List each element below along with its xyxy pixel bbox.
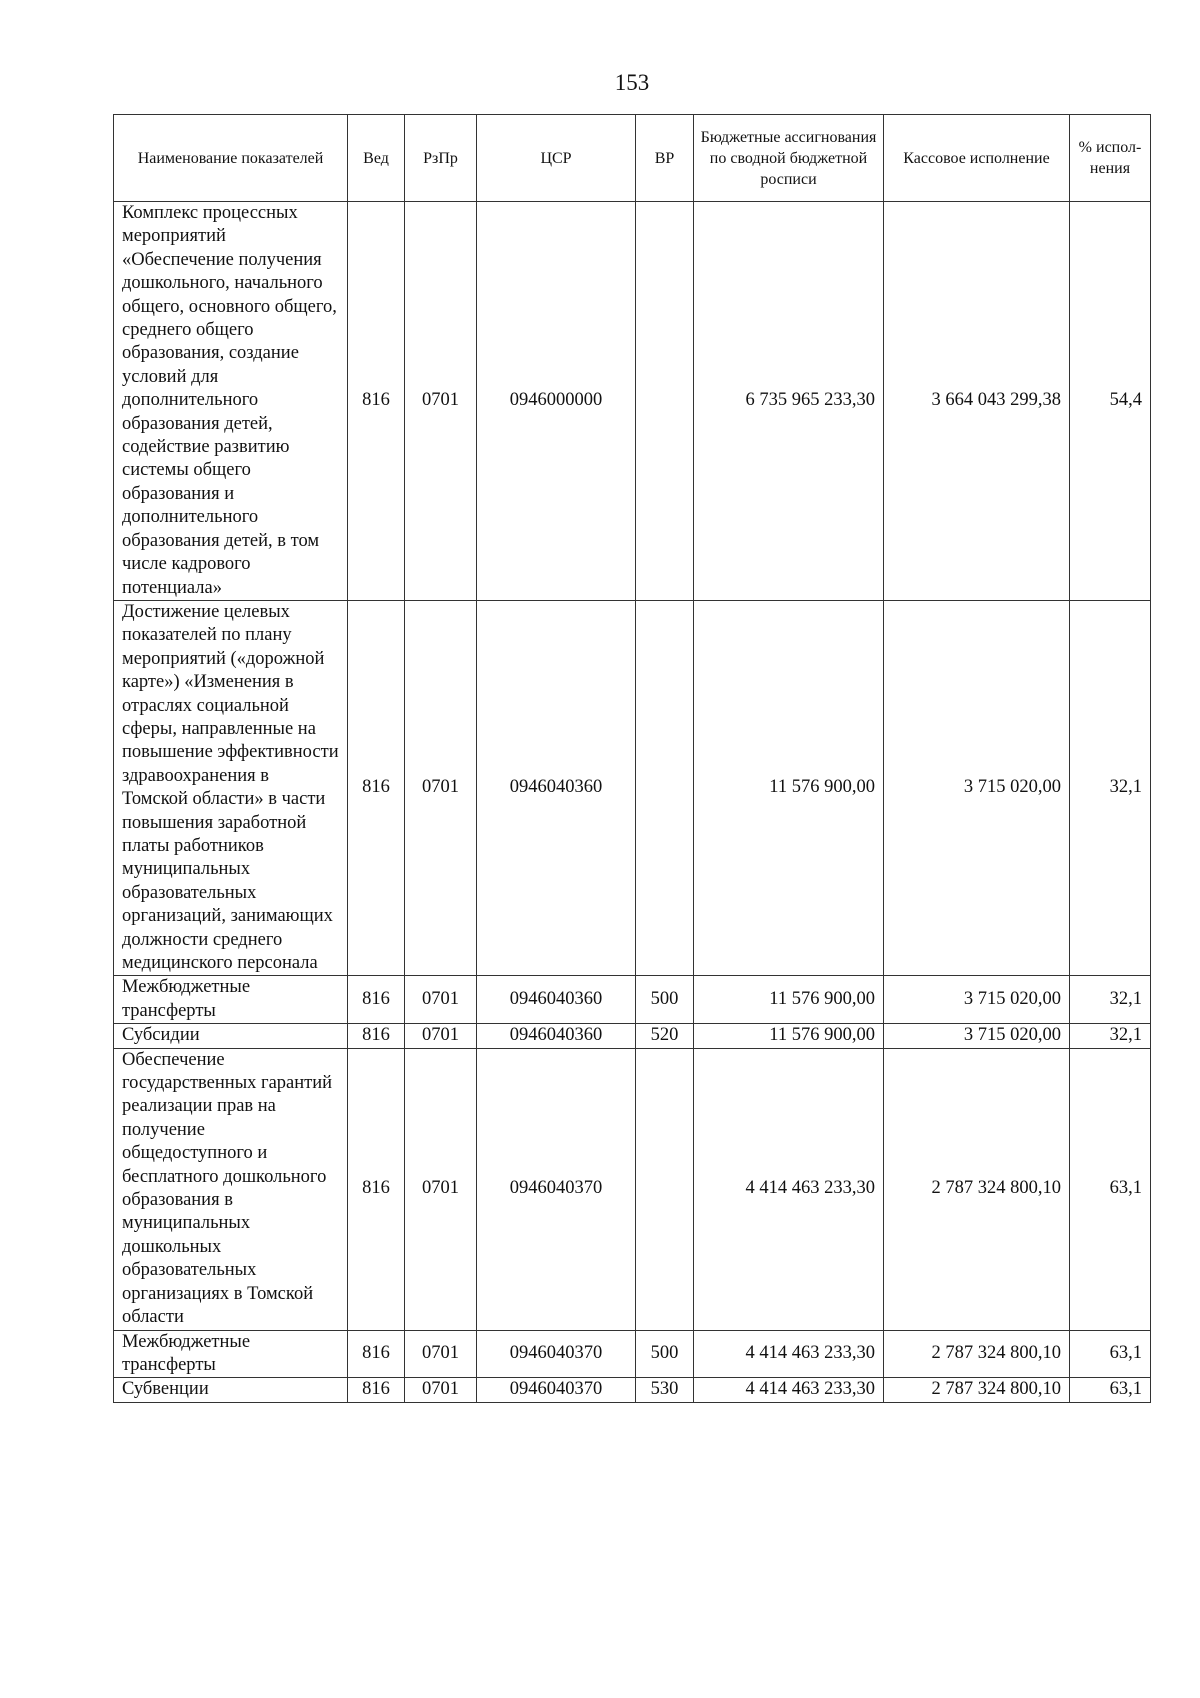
header-name: Наименование показателей bbox=[114, 115, 348, 202]
row-csr: 0946040360 bbox=[477, 976, 636, 1024]
table-row bbox=[114, 976, 1151, 1024]
row-budget: 11 576 900,00 bbox=[694, 1024, 884, 1048]
row-name: Субсидии bbox=[114, 1024, 348, 1048]
row-cash: 2 787 324 800,10 bbox=[884, 1330, 1070, 1378]
row-cash: 3 715 020,00 bbox=[884, 1024, 1070, 1048]
row-budget: 4 414 463 233,30 bbox=[694, 1330, 884, 1378]
table-row bbox=[114, 1048, 1151, 1330]
row-csr: 0946040370 bbox=[477, 1378, 636, 1402]
row-vr bbox=[636, 1048, 694, 1330]
row-name: Достижение целевых показателей по плану мероприятий («дорожной карте») «Изменения в отраслях социальной сферы, направленные на повышение эффективности здравоохранения в Томской области» в части повышения заработной платы работников муниципальных образовательных организаций, занимающих должности среднего медицинского персонала bbox=[114, 600, 348, 976]
table-row bbox=[114, 600, 1151, 976]
page-number: 153 bbox=[614, 70, 650, 95]
row-rzpr: 0701 bbox=[405, 1048, 477, 1330]
row-pct: 54,4 bbox=[1070, 202, 1151, 601]
row-csr: 0946040370 bbox=[477, 1048, 636, 1330]
header-csr: ЦСР bbox=[477, 115, 636, 202]
table-header bbox=[114, 115, 1151, 202]
row-ved: 816 bbox=[348, 1048, 405, 1330]
row-name: Обеспечение государственных гарантий реализации прав на получение общедоступного и бесплатного дошкольного образования в муниципальных дошкольных образовательных организациях в Томской области bbox=[114, 1048, 348, 1330]
row-name: Субвенции bbox=[114, 1378, 348, 1402]
row-rzpr: 0701 bbox=[405, 1378, 477, 1402]
row-name: Межбюджетные трансферты bbox=[114, 976, 348, 1024]
row-vr: 520 bbox=[636, 1024, 694, 1048]
row-cash: 2 787 324 800,10 bbox=[884, 1378, 1070, 1402]
row-budget: 11 576 900,00 bbox=[694, 976, 884, 1024]
row-rzpr: 0701 bbox=[405, 1024, 477, 1048]
row-cash: 2 787 324 800,10 bbox=[884, 1048, 1070, 1330]
row-pct: 63,1 bbox=[1070, 1048, 1151, 1330]
row-csr: 0946040360 bbox=[477, 600, 636, 976]
header-budget: Бюджетные ассигнования по сводной бюджетной росписи bbox=[694, 115, 884, 202]
row-vr: 530 bbox=[636, 1378, 694, 1402]
row-cash: 3 715 020,00 bbox=[884, 976, 1070, 1024]
row-rzpr: 0701 bbox=[405, 202, 477, 601]
row-ved: 816 bbox=[348, 1024, 405, 1048]
row-pct: 32,1 bbox=[1070, 600, 1151, 976]
table-body bbox=[114, 202, 1151, 1403]
row-ved: 816 bbox=[348, 202, 405, 601]
row-budget: 6 735 965 233,30 bbox=[694, 202, 884, 601]
row-vr bbox=[636, 600, 694, 976]
row-cash: 3 715 020,00 bbox=[884, 600, 1070, 976]
table-row bbox=[114, 1378, 1151, 1402]
row-vr: 500 bbox=[636, 976, 694, 1024]
row-rzpr: 0701 bbox=[405, 1330, 477, 1378]
row-name: Межбюджетные трансферты bbox=[114, 1330, 348, 1378]
row-pct: 32,1 bbox=[1070, 1024, 1151, 1048]
row-csr: 0946040370 bbox=[477, 1330, 636, 1378]
row-ved: 816 bbox=[348, 1378, 405, 1402]
header-cash: Кассовое исполнение bbox=[884, 115, 1070, 202]
row-pct: 32,1 bbox=[1070, 976, 1151, 1024]
header-rzpr: РзПр bbox=[405, 115, 477, 202]
row-budget: 4 414 463 233,30 bbox=[694, 1048, 884, 1330]
row-pct: 63,1 bbox=[1070, 1378, 1151, 1402]
row-cash: 3 664 043 299,38 bbox=[884, 202, 1070, 601]
header-vr: ВР bbox=[636, 115, 694, 202]
row-vr bbox=[636, 202, 694, 601]
row-rzpr: 0701 bbox=[405, 976, 477, 1024]
table-row bbox=[114, 1330, 1151, 1378]
row-csr: 0946040360 bbox=[477, 1024, 636, 1048]
table-row bbox=[114, 202, 1151, 601]
row-ved: 816 bbox=[348, 1330, 405, 1378]
row-pct: 63,1 bbox=[1070, 1330, 1151, 1378]
budget-execution-table bbox=[113, 114, 1151, 1403]
row-rzpr: 0701 bbox=[405, 600, 477, 976]
row-vr: 500 bbox=[636, 1330, 694, 1378]
header-pct: % испол-нения bbox=[1070, 115, 1151, 202]
row-csr: 0946000000 bbox=[477, 202, 636, 601]
row-budget: 4 414 463 233,30 bbox=[694, 1378, 884, 1402]
row-name: Комплекс процессных мероприятий «Обеспечение получения дошкольного, начального общего, основного общего, среднего общего образования, создание условий для дополнительного образования детей, содействие развитию системы общего образования и дополнительного образования детей, в том числе кадрового потенциала» bbox=[114, 202, 348, 601]
table-row bbox=[114, 1024, 1151, 1048]
row-ved: 816 bbox=[348, 976, 405, 1024]
header-row bbox=[114, 115, 1151, 202]
row-budget: 11 576 900,00 bbox=[694, 600, 884, 976]
header-ved: Вед bbox=[348, 115, 405, 202]
row-ved: 816 bbox=[348, 600, 405, 976]
